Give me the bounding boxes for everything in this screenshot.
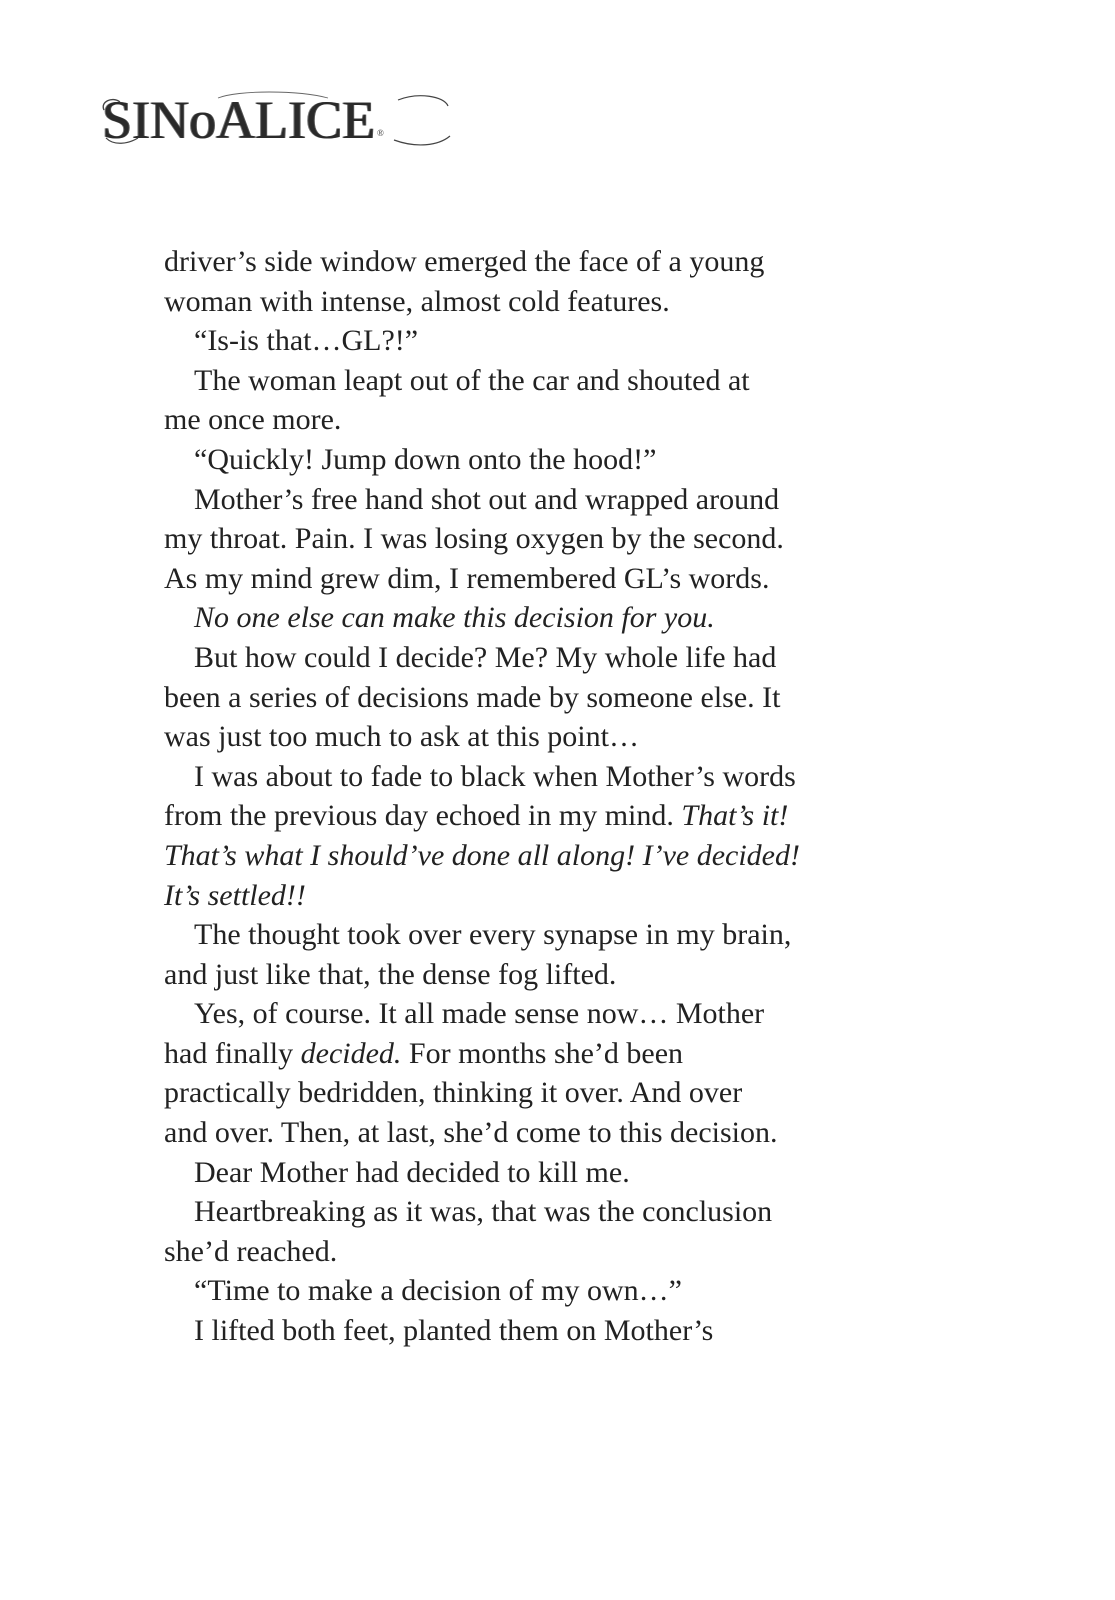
text-line (164, 1034, 904, 1074)
text-line (164, 242, 904, 282)
text-line (164, 994, 904, 1034)
text-span: “Is-is that…GL?!” (194, 324, 419, 358)
text-line (164, 915, 904, 955)
text-line (164, 678, 904, 718)
text-span: The thought took over every synapse in my brain, (194, 918, 792, 952)
text-span: “Quickly! Jump down onto the hood!” (194, 442, 657, 476)
text-line (164, 717, 904, 757)
text-line (164, 1271, 904, 1311)
text-span: she’d reached. (164, 1234, 338, 1268)
italic-text: That’s what I should’ve done all along! I’ve decided! (164, 838, 800, 872)
text-line (164, 282, 904, 322)
text-line (164, 1073, 904, 1113)
italic-text: No one else can make this decision for you. (194, 601, 715, 635)
text-span: driver’s side window emerged the face of a young (164, 245, 765, 278)
text-span: woman with intense, almost cold features. (164, 284, 670, 318)
text-line (164, 519, 904, 559)
text-line (164, 400, 904, 440)
text-span: from the previous day echoed in my mind. (164, 799, 682, 833)
italic-text: It’s settled!! (164, 878, 306, 912)
text-line (164, 361, 904, 401)
text-line (164, 1192, 904, 1232)
text-line (164, 1311, 904, 1351)
text-line (164, 638, 904, 678)
text-span: been a series of decisions made by someone else. It (164, 680, 781, 714)
text-span: As my mind grew dim, I remembered GL’s words. (164, 561, 770, 595)
text-line (164, 757, 904, 797)
text-span: For months she’d been (401, 1036, 684, 1070)
text-line (164, 559, 904, 599)
text-line (164, 836, 904, 876)
text-span: Heartbreaking as it was, that was the conclusion (194, 1195, 773, 1229)
text-line (164, 440, 904, 480)
italic-text: That’s it! (681, 799, 789, 833)
text-span: and over. Then, at last, she’d come to this decision. (164, 1116, 778, 1150)
text-span: me once more. (164, 403, 342, 437)
body-text (164, 242, 904, 1351)
text-span: and just like that, the dense fog lifted. (164, 957, 617, 991)
text-line (164, 1232, 904, 1272)
text-line (164, 955, 904, 995)
text-line (164, 321, 904, 361)
text-line (164, 598, 904, 638)
text-line (164, 876, 904, 916)
text-span: I was about to fade to black when Mother’s words (194, 759, 796, 793)
text-span: “Time to make a decision of my own…” (194, 1274, 682, 1308)
text-span: practically bedridden, thinking it over. And over (164, 1076, 743, 1110)
text-span: Mother’s free hand shot out and wrapped around (194, 482, 780, 516)
text-span: had finally (164, 1036, 301, 1070)
text-span: Yes, of course. It all made sense now… Mother (194, 997, 765, 1031)
text-line (164, 1113, 904, 1153)
sinoalice-logo (102, 88, 384, 152)
registered-mark: ® (376, 128, 384, 138)
text-span: The woman leapt out of the car and shouted at (194, 363, 750, 397)
text-span: I lifted both feet, planted them on Mother’s (194, 1314, 714, 1348)
logo-text: SINoALICE (102, 90, 375, 150)
italic-text: decided. (300, 1036, 402, 1070)
text-line (164, 1153, 904, 1193)
text-span: But how could I decide? Me? My whole life had (194, 640, 777, 674)
text-span: Dear Mother had decided to kill me. (194, 1155, 630, 1189)
text-span: my throat. Pain. I was losing oxygen by the second. (164, 522, 784, 556)
text-line (164, 796, 904, 836)
text-span: was just too much to ask at this point… (164, 720, 639, 754)
text-line (164, 480, 904, 520)
